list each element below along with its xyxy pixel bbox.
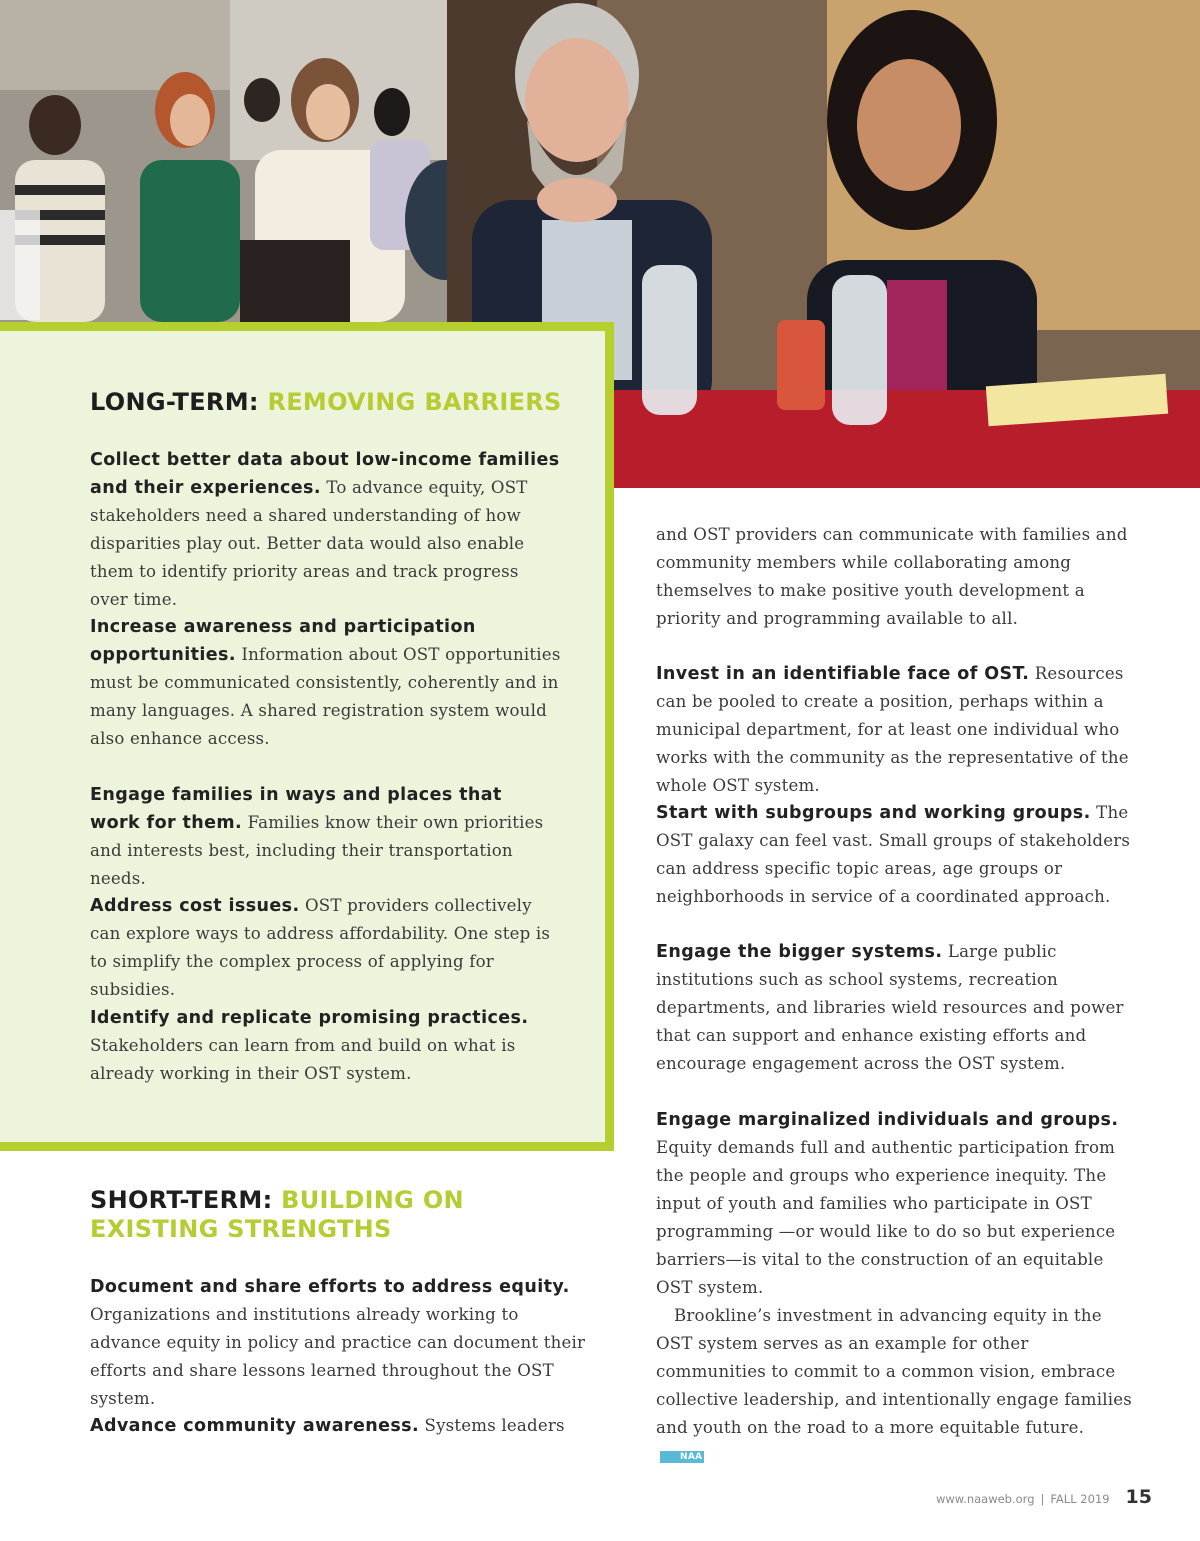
long-term-item-3-body: Families know their own priorities and interests best, including their transportation needs. <box>90 813 544 888</box>
long-term-heading-title: REMOVING BARRIERS <box>267 388 562 416</box>
short-term-item-1 <box>90 1273 586 1413</box>
long-term-item-1-body: To advance equity, OST stakeholders need a shared understanding of how disparities play out. Better data would also enable them to identify priority areas and track progress over time. <box>90 478 528 609</box>
short-term-heading-title-1: BUILDING ON <box>281 1186 464 1214</box>
footer-separator: | <box>1040 1492 1045 1506</box>
long-term-item-4-body: OST providers collectively can explore ways to address affordability. One step is to simplify the complex process of applying for subsidies. <box>90 896 551 999</box>
short-term-item-1-lead: Document and share efforts to address equity. <box>90 1277 570 1297</box>
page-footer <box>936 1486 1152 1508</box>
long-term-item-3 <box>90 781 552 893</box>
short-term-item-2 <box>90 1412 586 1440</box>
short-term-heading-label: SHORT-TERM: <box>90 1186 273 1214</box>
right-item-2 <box>656 799 1132 911</box>
long-term-heading-label: LONG-TERM: <box>90 388 259 416</box>
short-term-item-2-lead: Advance community awareness. <box>90 1416 420 1436</box>
right-item-1-lead: Invest in an identifiable face of OST. <box>656 664 1030 684</box>
long-term-item-5-lead: Identify and replicate promising practices. <box>90 1008 529 1028</box>
long-term-item-1-lead: Collect better data about low-income families and their experiences. <box>90 450 560 498</box>
audience-photo-illustration <box>0 0 447 322</box>
right-item-4-lead: Engage marginalized individuals and groups. <box>656 1110 1119 1130</box>
naa-end-mark-icon: NAA <box>660 1451 704 1463</box>
right-column-closing <box>656 1302 1132 1470</box>
right-item-2-body: The OST galaxy can feel vast. Small groups of stakeholders can address specific topic areas, age groups or neighborhoods in service of a coordinated approach. <box>656 803 1131 906</box>
right-item-3-lead: Engage the bigger systems. <box>656 942 943 962</box>
right-column-closing-text: Brookline’s investment in advancing equity in the OST system serves as an example for other communities to commit to a common vision, embrace collective leadership, and intentionally engage families and youth on the road to a more equitable future. <box>656 1306 1132 1437</box>
long-term-heading <box>90 388 562 417</box>
short-term-item-1-body: Organizations and institutions already working to advance equity in policy and practice can document their efforts and share lessons learned throughout the OST system. <box>90 1305 586 1408</box>
footer-website: www.naaweb.org <box>936 1492 1035 1506</box>
right-item-2-lead: Start with subgroups and working groups. <box>656 803 1091 823</box>
long-term-item-5 <box>90 1004 568 1088</box>
long-term-item-4-lead: Address cost issues. <box>90 896 300 916</box>
short-term-heading <box>90 1186 590 1244</box>
audience-photo <box>0 0 447 322</box>
long-term-item-3-lead: Engage families in ways and places that work for them. <box>90 785 502 833</box>
long-term-item-2-lead: Increase awareness and participation opportunities. <box>90 617 476 665</box>
long-term-item-5-body: Stakeholders can learn from and build on what is already working in their OST system. <box>90 1036 516 1083</box>
right-item-1-body: Resources can be pooled to create a position, perhaps within a municipal department, for at least one individual who works with the community as the representative of the whole OST system. <box>656 664 1129 795</box>
long-term-item-4 <box>90 892 560 1004</box>
long-term-item-2 <box>90 613 568 753</box>
right-item-3-body: Large public institutions such as school systems, recreation departments, and libraries wield resources and power that can support and enhance existing efforts and encourage engagement across the OST system. <box>656 942 1124 1073</box>
long-term-item-1 <box>90 446 560 614</box>
short-term-item-2-body: Systems leaders <box>424 1416 565 1435</box>
right-item-1 <box>656 660 1142 800</box>
right-item-4-body: Equity demands full and authentic participation from the people and groups who experience inequity. The input of youth and families who participate in OST programming —or would like to do so but experience barriers—is vital to the construction of an equitable OST system. <box>656 1138 1116 1297</box>
right-item-3 <box>656 938 1136 1078</box>
right-column-continuation: and OST providers can communicate with families and community members while collaborating among themselves to make positive youth development a priority and programming available to all. <box>656 525 1128 628</box>
long-term-item-2-body: Information about OST opportunities must be communicated consistently, coherently and in many languages. A shared registration system would also enhance access. <box>90 645 561 748</box>
short-term-heading-title-2: EXISTING STRENGTHS <box>90 1215 392 1243</box>
right-item-4 <box>656 1106 1126 1302</box>
footer-issue: FALL 2019 <box>1050 1492 1110 1506</box>
page-number: 15 <box>1125 1486 1152 1508</box>
